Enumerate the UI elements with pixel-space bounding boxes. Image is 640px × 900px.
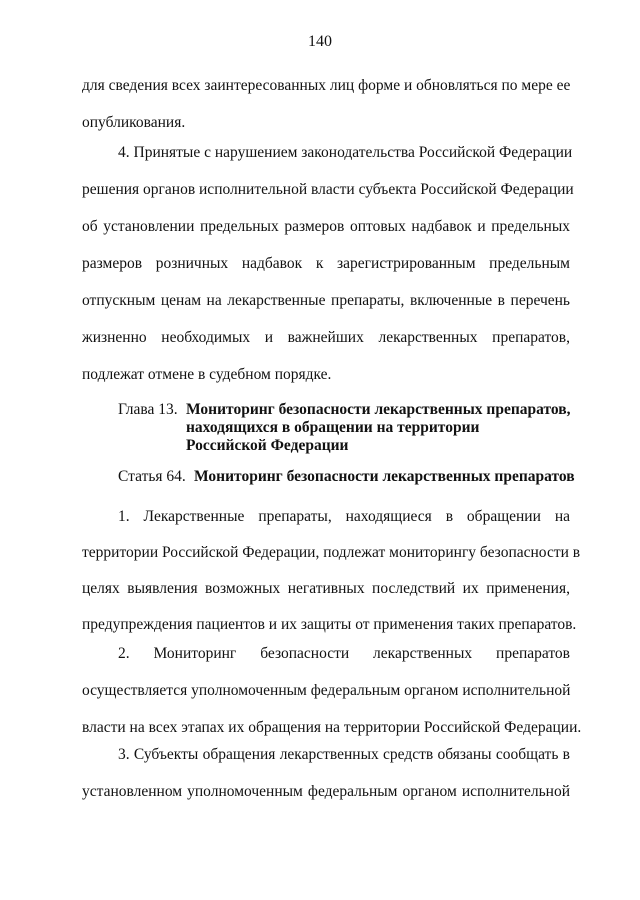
text-line: для сведения всех заинтересованных лиц форме и обновляться по мере ее bbox=[82, 77, 571, 94]
text-line: подлежат отмене в судебном порядке. bbox=[82, 366, 332, 383]
text-line: власти на всех этапах их обращения на территории Российской Федерации. bbox=[82, 719, 582, 736]
text-line: 4. Принятые с нарушением законодательства Российской Федерации bbox=[118, 144, 573, 161]
text-line: отпускным ценам на лекарственные препараты, включенные в перечень bbox=[82, 292, 570, 309]
text-line: решения органов исполнительной власти субъекта Российской Федерации bbox=[82, 181, 574, 198]
text-line: целях выявления возможных негативных последствий их применения, bbox=[82, 580, 570, 597]
chapter-title-line: Мониторинг безопасности лекарственных препаратов, bbox=[186, 401, 571, 418]
text-line: предупреждения пациентов и их защиты от применения таких препаратов. bbox=[82, 616, 577, 633]
chapter-title-line: Российской Федерации bbox=[186, 437, 349, 454]
text-line: осуществляется уполномоченным федеральным органом исполнительной bbox=[82, 682, 571, 699]
page-number: 140 bbox=[308, 33, 332, 50]
text-line: об установлении предельных размеров оптовых надбавок и предельных bbox=[82, 218, 570, 235]
text-line: 2. Мониторинг безопасности лекарственных препаратов bbox=[118, 645, 570, 662]
text-line: размеров розничных надбавок к зарегистрированным предельным bbox=[82, 255, 570, 272]
article-title: Мониторинг безопасности лекарственных препаратов bbox=[194, 468, 575, 485]
text-line: 1. Лекарственные препараты, находящиеся в обращении на bbox=[118, 508, 570, 525]
text-line: установленном уполномоченным федеральным органом исполнительной bbox=[82, 783, 570, 800]
text-line: 3. Субъекты обращения лекарственных средств обязаны сообщать в bbox=[118, 746, 570, 763]
text-line: опубликования. bbox=[82, 114, 186, 131]
text-line: жизненно необходимых и важнейших лекарственных препаратов, bbox=[82, 329, 570, 346]
chapter-lead: Глава 13. bbox=[118, 401, 178, 418]
chapter-title-line: находящихся в обращении на территории bbox=[186, 419, 480, 436]
text-line: территории Российской Федерации, подлежат мониторингу безопасности в bbox=[82, 544, 581, 561]
article-lead: Статья 64. bbox=[118, 468, 186, 485]
